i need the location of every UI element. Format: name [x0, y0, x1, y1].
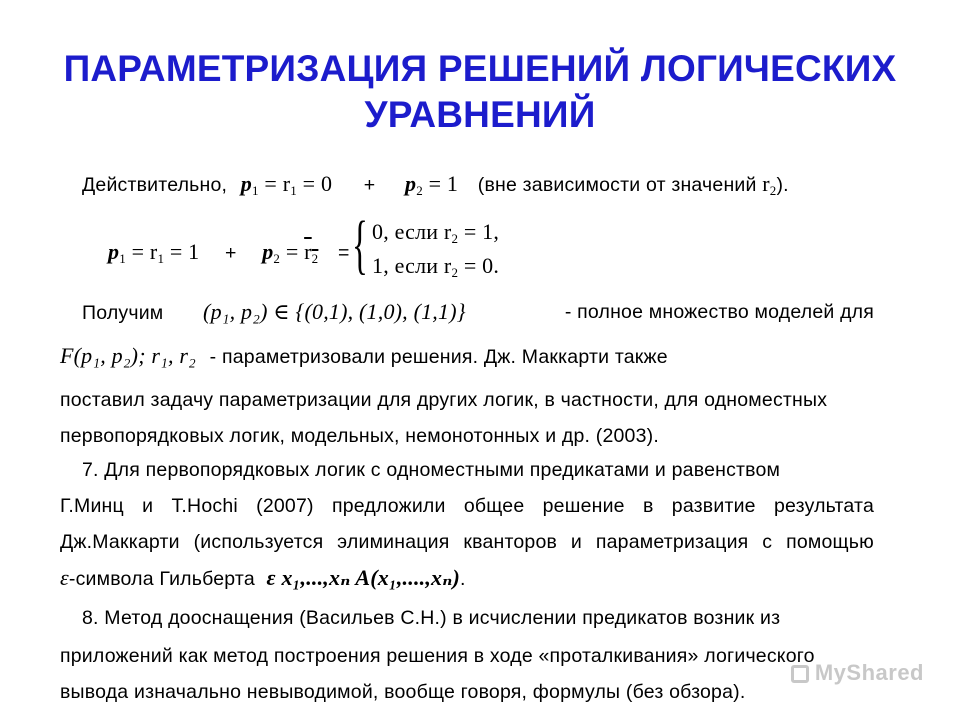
title-line-1: ПАРАМЕТРИЗАЦИЯ РЕШЕНИЙ ЛОГИЧЕСКИХ — [63, 48, 897, 89]
item8-line: приложений как метод построения решения в ходе «проталкивания» логического — [60, 645, 815, 667]
paragraph-line: первопорядковых логик, модельных, немонотонных и др. (2003). — [60, 425, 659, 447]
case1-text: 0, если r — [372, 219, 452, 244]
var-p2: p — [262, 239, 274, 264]
sub: 2 — [311, 251, 319, 266]
eq: = — [280, 239, 305, 264]
item8-line: вывода изначально невыводимой, вообще говоря, формулы (без обзора). — [60, 681, 746, 703]
formula-p2-neg — [262, 239, 318, 264]
var-p1: p — [240, 171, 252, 196]
formula-p2-one — [405, 171, 458, 196]
hilbert-formula: ε x₁,...,xₙ A(x₁,....,xₙ) — [266, 565, 461, 590]
case2-end: = 0. — [458, 253, 500, 278]
item8-line: 8. Метод дооснащения (Васильев С.Н.) в исчислении предикатов возник из — [82, 607, 781, 629]
case2-text: 1, если r — [372, 253, 452, 278]
row-1 — [82, 172, 789, 197]
r: r — [762, 171, 770, 196]
row3-lead: Получим — [82, 302, 164, 324]
value: = 0 — [296, 171, 333, 196]
row4-text: - параметризовали решения. Дж. Маккарти также — [209, 346, 668, 368]
epsilon-text: -символа Гильберта — [68, 568, 255, 590]
row-2 — [108, 240, 350, 265]
plus-sign: + — [363, 174, 376, 196]
watermark-icon — [791, 665, 809, 683]
sub: 2 — [416, 183, 423, 198]
r2-symbol — [762, 171, 776, 196]
value: = 1 — [164, 239, 200, 264]
paragraph-line: Г.Минц и T.Hochi (2007) предложили общее решение в развитие результата — [60, 495, 874, 517]
r: r — [304, 239, 312, 264]
value: = 1 — [422, 171, 459, 196]
sub: 1 — [157, 251, 165, 266]
negated-r2 — [304, 239, 318, 264]
sub: 1 — [251, 183, 259, 198]
equals-sign: = — [338, 242, 350, 264]
formula-p1-one — [108, 239, 199, 264]
var-p1: p — [108, 239, 120, 264]
paragraph-line: поставил задачу параметризации для других логик, в частности, для одноместных — [60, 389, 828, 411]
sub: 2 — [451, 265, 459, 280]
paragraph-line: Дж.Маккарти (используется элиминация кванторов и параметризация с помощью — [60, 531, 874, 553]
paragraph-line: 7. Для первопорядковых логик с одноместными предикатами и равенством — [82, 459, 781, 481]
row-3 — [82, 300, 874, 325]
row1-end: ). — [776, 174, 789, 196]
function-formula: F(p₁, p₂); r₁, r₂ — [60, 343, 197, 368]
sub: 1 — [119, 251, 126, 266]
sub: 1 — [290, 183, 297, 198]
cases-brace: { — [352, 208, 368, 281]
row-4 — [60, 344, 668, 369]
var-p2: p — [405, 171, 417, 196]
eq-r: = r — [258, 171, 291, 196]
models-set-formula: (p₁, p₂) ∈ {(0,1), (1,0), (1,1)} — [203, 299, 466, 324]
case1-end: = 1, — [458, 219, 500, 244]
epsilon-symbol: ε — [60, 565, 69, 590]
row3-tail: - полное множество моделей для — [564, 301, 874, 323]
page-title — [20, 46, 940, 138]
row1-lead: Действительно, — [82, 174, 228, 196]
plus-sign: + — [225, 242, 237, 264]
title-line-2: УРАВНЕНИЙ — [364, 94, 596, 135]
epsilon-line — [60, 566, 466, 591]
sub: 2 — [273, 251, 281, 266]
eq-r: = r — [125, 239, 158, 264]
epsilon-end: . — [460, 568, 466, 590]
case-1 — [372, 220, 499, 244]
case-2 — [372, 254, 499, 278]
sub: 2 — [769, 183, 777, 198]
sub: 2 — [451, 231, 459, 246]
watermark-logo — [791, 660, 924, 686]
formula-p1-zero — [241, 171, 332, 196]
row1-tail: (вне зависимости от значений — [477, 174, 757, 196]
watermark-text: MyShared — [814, 660, 924, 685]
